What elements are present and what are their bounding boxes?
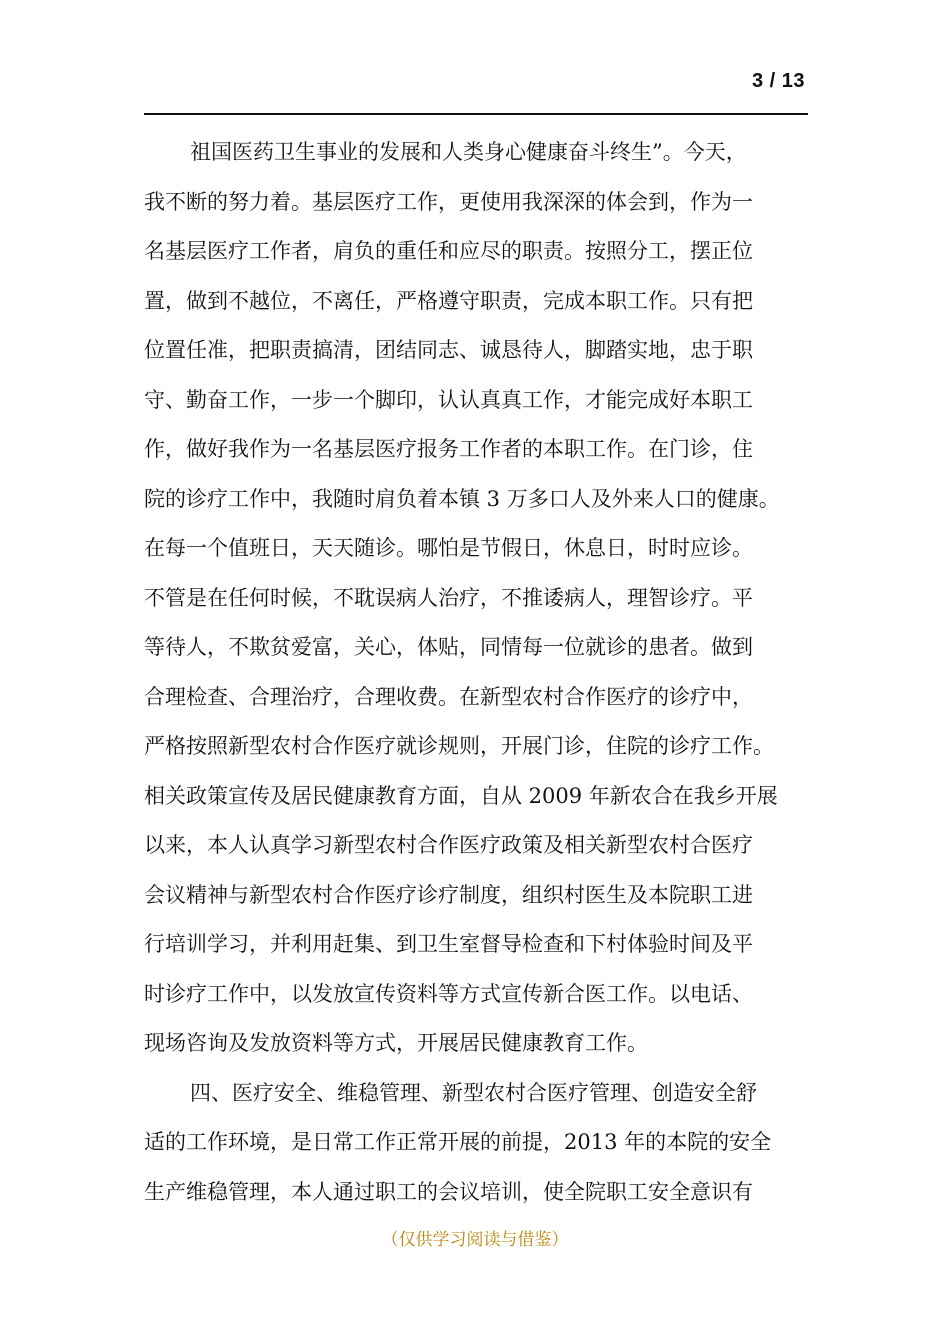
paragraph-line: 位置任准，把职责搞清，团结同志、诚恳待人，脚踏实地，忠于职 [144, 338, 753, 362]
paragraph-line: 相关政策宣传及居民健康教育方面，自从 2009 年新农合在我乡开展 [144, 783, 778, 808]
paragraph-line: 祖国医药卫生事业的发展和人类身心健康奋斗终生”。今天， [190, 140, 747, 164]
paragraph-line: 守、勤奋工作，一步一个脚印，认认真真工作，才能完成好本职工 [144, 387, 753, 412]
paragraph-line: 以来，本人认真学习新型农村合作医疗政策及相关新型农村合医疗 [144, 833, 753, 857]
header-rule [144, 113, 808, 115]
paragraph-line: 作，做好我作为一名基层医疗报务工作者的本职工作。在门诊，住 [144, 437, 753, 461]
paragraph-line: 时诊疗工作中，以发放宣传资料等方式宣传新合医工作。以电话、 [144, 981, 753, 1006]
document-body [144, 128, 812, 1217]
paragraph-line: 等待人，不欺贫爱富，关心，体贴，同情每一位就诊的患者。做到 [144, 635, 753, 659]
paragraph-line: 行培训学习，并利用赶集、到卫生室督导检查和下村体验时间及平 [144, 932, 753, 956]
paragraph-line: 置，做到不越位，不离任，严格遵守职责，完成本职工作。只有把 [144, 288, 753, 313]
paragraph-line: 不管是在任何时候，不耽误病人治疗，不推诿病人，理智诊疗。平 [144, 585, 753, 610]
paragraph-line: 在每一个值班日，天天随诊。哪怕是节假日，休息日，时时应诊。 [144, 536, 753, 560]
paragraph-line: 名基层医疗工作者，肩负的重任和应尽的职责。按照分工，摆正位 [144, 239, 753, 263]
paragraph-line: 合理检查、合理治疗，合理收费。在新型农村合作医疗的诊疗中， [144, 684, 753, 709]
paragraph-line: 会议精神与新型农村合作医疗诊疗制度，组织村医生及本院职工进 [144, 882, 753, 907]
paragraph-line: 四、医疗安全、维稳管理、新型农村合医疗管理、创造安全舒 [190, 1080, 757, 1105]
paragraph-line: 现场咨询及发放资料等方式，开展居民健康教育工作。 [144, 1031, 648, 1055]
paragraph-line: 严格按照新型农村合作医疗就诊规则，开展门诊，住院的诊疗工作。 [144, 734, 774, 758]
paragraph-line: 生产维稳管理，本人通过职工的会议培训，使全院职工安全意识有 [144, 1179, 753, 1204]
paragraph-line: 我不断的努力着。基层医疗工作，更使用我深深的体会到，作为一 [144, 189, 753, 214]
footer-note: （仅供学习阅读与借鉴） [381, 1230, 569, 1250]
paragraph-line: 院的诊疗工作中，我随时肩负着本镇 3 万多口人及外来人口的健康。 [144, 486, 780, 511]
page-number: 3 / 13 [751, 70, 805, 92]
paragraph-line: 适的工作环境，是日常工作正常开展的前提，2013 年的本院的安全 [144, 1130, 772, 1154]
